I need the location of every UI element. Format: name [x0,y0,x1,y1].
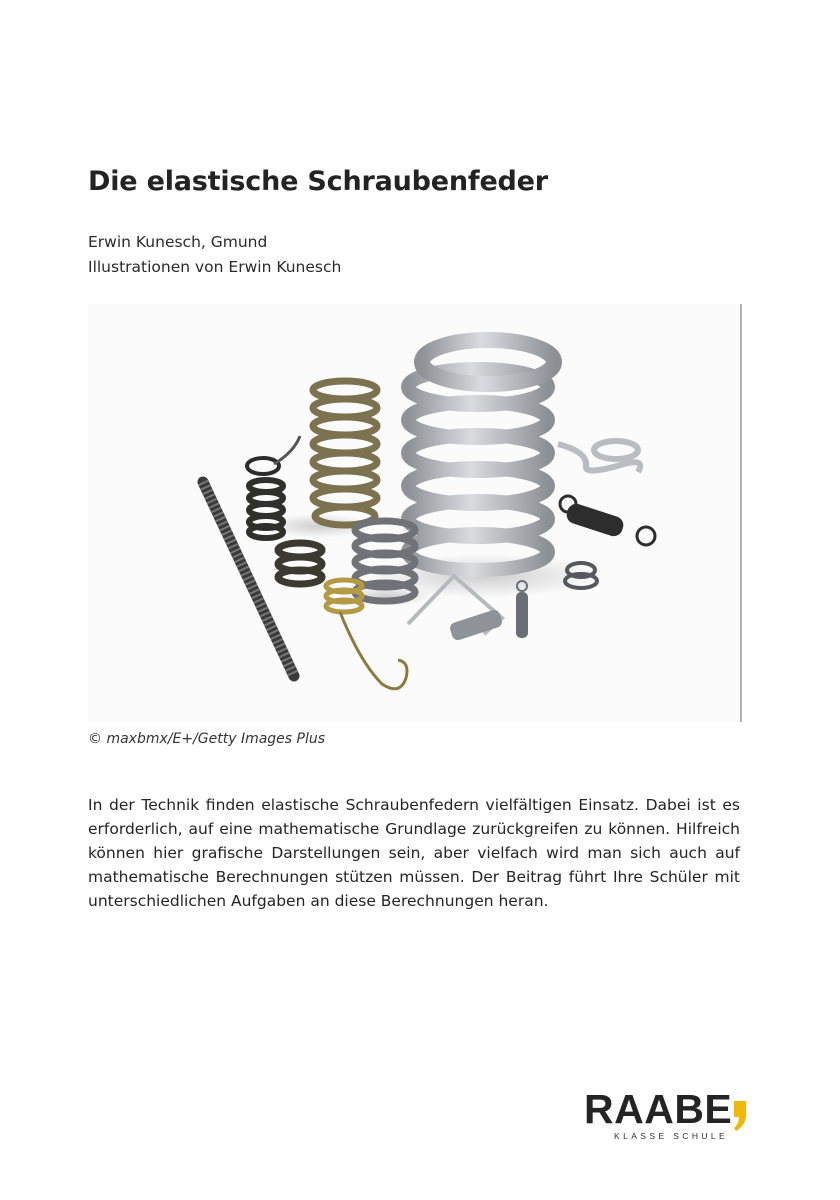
photo-credit: © maxbmx/E+/Getty Images Plus [88,731,326,747]
springs-illustration [88,304,740,722]
illustrator-line: Illustrationen von Erwin Kunesch [88,258,342,276]
extension-spring-right [560,496,655,545]
logo-tagline: KLASSE SCHULE [614,1131,729,1141]
page-title: Die elastische Schraubenfeder [88,166,548,197]
photo-border-line [740,304,742,722]
springs-photo [88,304,740,722]
raabe-logo [584,1087,754,1147]
logo-comma-icon [732,1097,748,1131]
small-dark-spring [249,480,283,538]
short-dark-spring [278,543,322,584]
large-silver-spring [408,340,554,570]
olive-spring [313,381,377,525]
author-block [88,230,341,280]
intro-paragraph: In der Technik finden elastische Schraubenfedern vielfältigen Einsatz. Dabei ist es erforderlich, auf eine mathematische Grundlage zurückgreifen zu können. Hilfreich können hier grafische Darstellungen sein, aber vielfach wird man sich auch auf mathematische Berechnungen stützen müssen. Der Beitrag führt Ihre Schüler mit unterschiedlichen Aufgaben an diese Berechnungen heran. [88,796,740,910]
author-line: Erwin Kunesch, Gmund [88,233,268,251]
logo-wordmark: RAABE [584,1086,733,1132]
